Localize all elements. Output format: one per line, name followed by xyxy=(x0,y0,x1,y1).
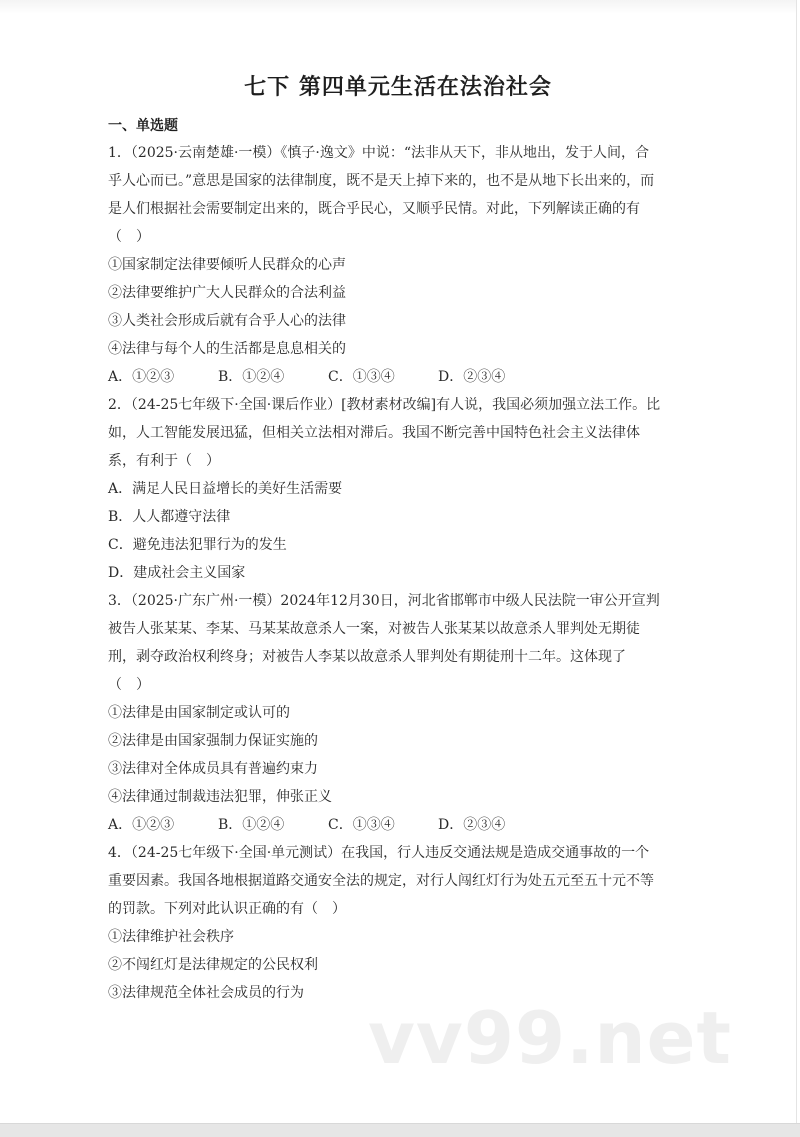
answer-choices xyxy=(108,363,698,391)
question-stem-line: 4．（24-25七年级下·全国·单元测试）在我国，行人违反交通法规是造成交通事故的一个 xyxy=(108,845,650,861)
statement-item: ③法律规范全体社会成员的行为 xyxy=(108,985,304,1001)
question-stem-line: 刑，剥夺政治权利终身；对被告人李某以故意杀人罪判处有期徒刑十二年。这体现了 xyxy=(108,649,626,665)
question-stem-line: 乎人心而已。”意思是国家的法律制度，既不是天上掉下来的，也不是从地下长出来的，而 xyxy=(108,173,655,189)
question-stem-line: 的罚款。下列对此认识正确的有（ ） xyxy=(108,901,346,917)
statement-item: ④法律与每个人的生活都是息息相关的 xyxy=(108,341,346,357)
question-stem-line: 1．（2025·云南楚雄·一模）《慎子·逸文》中说：“法非从天下，非从地出，发于人间，合 xyxy=(108,145,650,161)
answer-choices xyxy=(108,811,698,839)
page-title: 七下 第四单元生活在法治社会 xyxy=(244,75,552,100)
statement-item: ③法律对全体成员具有普遍约束力 xyxy=(108,761,318,777)
choice-c: C．①③④ xyxy=(328,369,395,385)
statement-item: ②法律要维护广大人民群众的合法利益 xyxy=(108,285,346,301)
question-stem-line: 2．（24-25七年级下·全国·课后作业）[教材素材改编]有人说，我国必须加强立法工作。比 xyxy=(108,397,661,413)
question-stem-line: 重要因素。我国各地根据道路交通安全法的规定，对行人闯红灯行为处五元至五十元不等 xyxy=(108,873,654,889)
question-4 xyxy=(108,839,698,1007)
question-2 xyxy=(108,391,698,587)
watermark: vv99.net xyxy=(368,996,732,1080)
statement-item: ①国家制定法律要倾听人民群众的心声 xyxy=(108,257,346,273)
answer-blank: （ ） xyxy=(108,229,150,245)
choice-d: D．②③④ xyxy=(438,817,506,833)
statement-item: ②不闯红灯是法律规定的公民权利 xyxy=(108,957,318,973)
choice-a: A．①②③ xyxy=(108,369,175,385)
question-1 xyxy=(108,139,698,391)
option-a: A．满足人民日益增长的美好生活需要 xyxy=(108,481,343,497)
document-body xyxy=(108,113,698,1007)
choice-b: B．①②④ xyxy=(218,369,285,385)
question-stem-line: 3．（2025·广东广州·一模）2024年12月30日，河北省邯郸市中级人民法院一审公开宣判 xyxy=(108,593,660,609)
choice-a: A．①②③ xyxy=(108,817,175,833)
statement-item: ①法律维护社会秩序 xyxy=(108,929,234,945)
question-stem-line: 系，有利于（ ） xyxy=(108,453,220,469)
section-heading: 一、单选题 xyxy=(108,118,178,134)
statement-item: ①法律是由国家制定或认可的 xyxy=(108,705,290,721)
statement-item: ②法律是由国家强制力保证实施的 xyxy=(108,733,318,749)
option-d: D．建成社会主义国家 xyxy=(108,565,246,581)
option-b: B．人人都遵守法律 xyxy=(108,509,231,525)
option-c: C．避免违法犯罪行为的发生 xyxy=(108,537,287,553)
page-top-edge xyxy=(0,0,796,14)
choice-b: B．①②④ xyxy=(218,817,285,833)
question-3 xyxy=(108,587,698,839)
question-stem-line: 是人们根据社会需要制定出来的，既合乎民心，又顺乎民情。对此，下列解读正确的有 xyxy=(108,201,640,217)
question-stem-line: 被告人张某某、李某、马某某故意杀人一案，对被告人张某某以故意杀人罪判处无期徒 xyxy=(108,621,640,637)
choice-c: C．①③④ xyxy=(328,817,395,833)
page-bottom-edge xyxy=(0,1123,800,1137)
answer-blank: （ ） xyxy=(108,677,150,693)
statement-item: ③人类社会形成后就有合乎人心的法律 xyxy=(108,313,346,329)
question-stem-line: 如，人工智能发展迅猛，但相关立法相对滞后。我国不断完善中国特色社会主义法律体 xyxy=(108,425,640,441)
choice-d: D．②③④ xyxy=(438,369,506,385)
statement-item: ④法律通过制裁违法犯罪，伸张正义 xyxy=(108,789,332,805)
